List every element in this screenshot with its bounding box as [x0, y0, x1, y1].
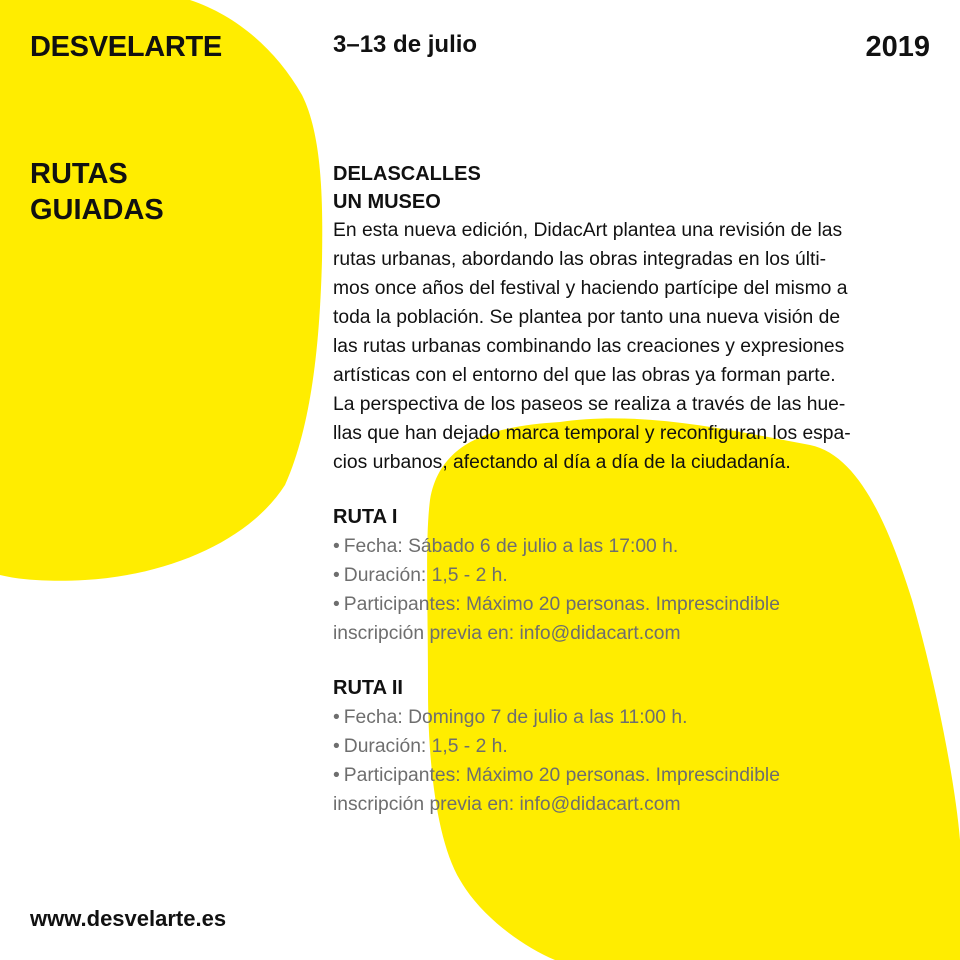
route-1-inscripcion: inscripción previa en: info@didacart.com: [333, 623, 681, 644]
bullet-icon: •: [333, 594, 340, 615]
yellow-blob-top-left: [0, 0, 322, 581]
intro-line: rutas urbanas, abordando las obras integradas en los últi-: [333, 249, 827, 270]
section-title-line-1: RUTAS: [30, 158, 128, 190]
intro-line: cios urbanos, afectando al día a día de la ciudadanía.: [333, 452, 791, 473]
route-2-fecha: [333, 703, 933, 732]
intro-line: mos once años del festival y haciendo partícipe del mismo a: [333, 278, 848, 299]
route-2-participantes: [333, 761, 933, 790]
section-title-line-2: GUIADAS: [30, 194, 164, 226]
route-1-duracion-text: Duración: 1,5 - 2 h.: [343, 565, 508, 586]
section-title: [30, 156, 164, 228]
route-2-fecha-text: Fecha: Domingo 7 de julio a las 11:00 h.: [343, 707, 688, 728]
route-1-duracion: [333, 561, 933, 590]
festival-dates: 3–13 de julio: [333, 31, 478, 58]
route-1: [333, 503, 933, 648]
route-1-fecha: [333, 532, 933, 561]
intro-line: artísticas con el entorno del que las obras ya forman parte.: [333, 365, 836, 386]
intro-line: La perspectiva de los paseos se realiza a través de las hue-: [333, 394, 846, 415]
route-2-title: RUTA II: [333, 677, 403, 699]
article-title-line-2: UN MUSEO: [333, 191, 441, 213]
bullet-icon: •: [333, 536, 340, 557]
intro-paragraph: [333, 216, 933, 477]
route-1-participantes-text: Participantes: Máximo 20 personas. Imprescindible: [343, 594, 780, 615]
bullet-icon: •: [333, 565, 340, 586]
festival-year: 2019: [865, 31, 930, 63]
intro-line: toda la población. Se plantea por tanto una nueva visión de: [333, 307, 841, 328]
route-2: [333, 674, 933, 819]
route-1-title: RUTA I: [333, 506, 398, 528]
route-1-participantes: [333, 590, 933, 619]
bullet-icon: •: [333, 765, 340, 786]
route-2-inscripcion: inscripción previa en: info@didacart.com: [333, 794, 681, 815]
brand-title: DESVELARTE: [30, 31, 222, 63]
intro-line: En esta nueva edición, DidacArt plantea una revisión de las: [333, 220, 843, 241]
intro-line: llas que han dejado marca temporal y reconfiguran los espa-: [333, 423, 851, 444]
main-content: [333, 160, 933, 819]
route-2-participantes-text: Participantes: Máximo 20 personas. Imprescindible: [343, 765, 780, 786]
bullet-icon: •: [333, 707, 340, 728]
route-2-duracion-text: Duración: 1,5 - 2 h.: [343, 736, 508, 757]
bullet-icon: •: [333, 736, 340, 757]
route-2-duracion: [333, 732, 933, 761]
article-title: [333, 160, 933, 216]
route-1-fecha-text: Fecha: Sábado 6 de julio a las 17:00 h.: [343, 536, 679, 557]
article-title-line-1: DELASCALLES: [333, 163, 481, 185]
intro-line: las rutas urbanas combinando las creaciones y expresiones: [333, 336, 845, 357]
website-url: www.desvelarte.es: [30, 906, 227, 931]
